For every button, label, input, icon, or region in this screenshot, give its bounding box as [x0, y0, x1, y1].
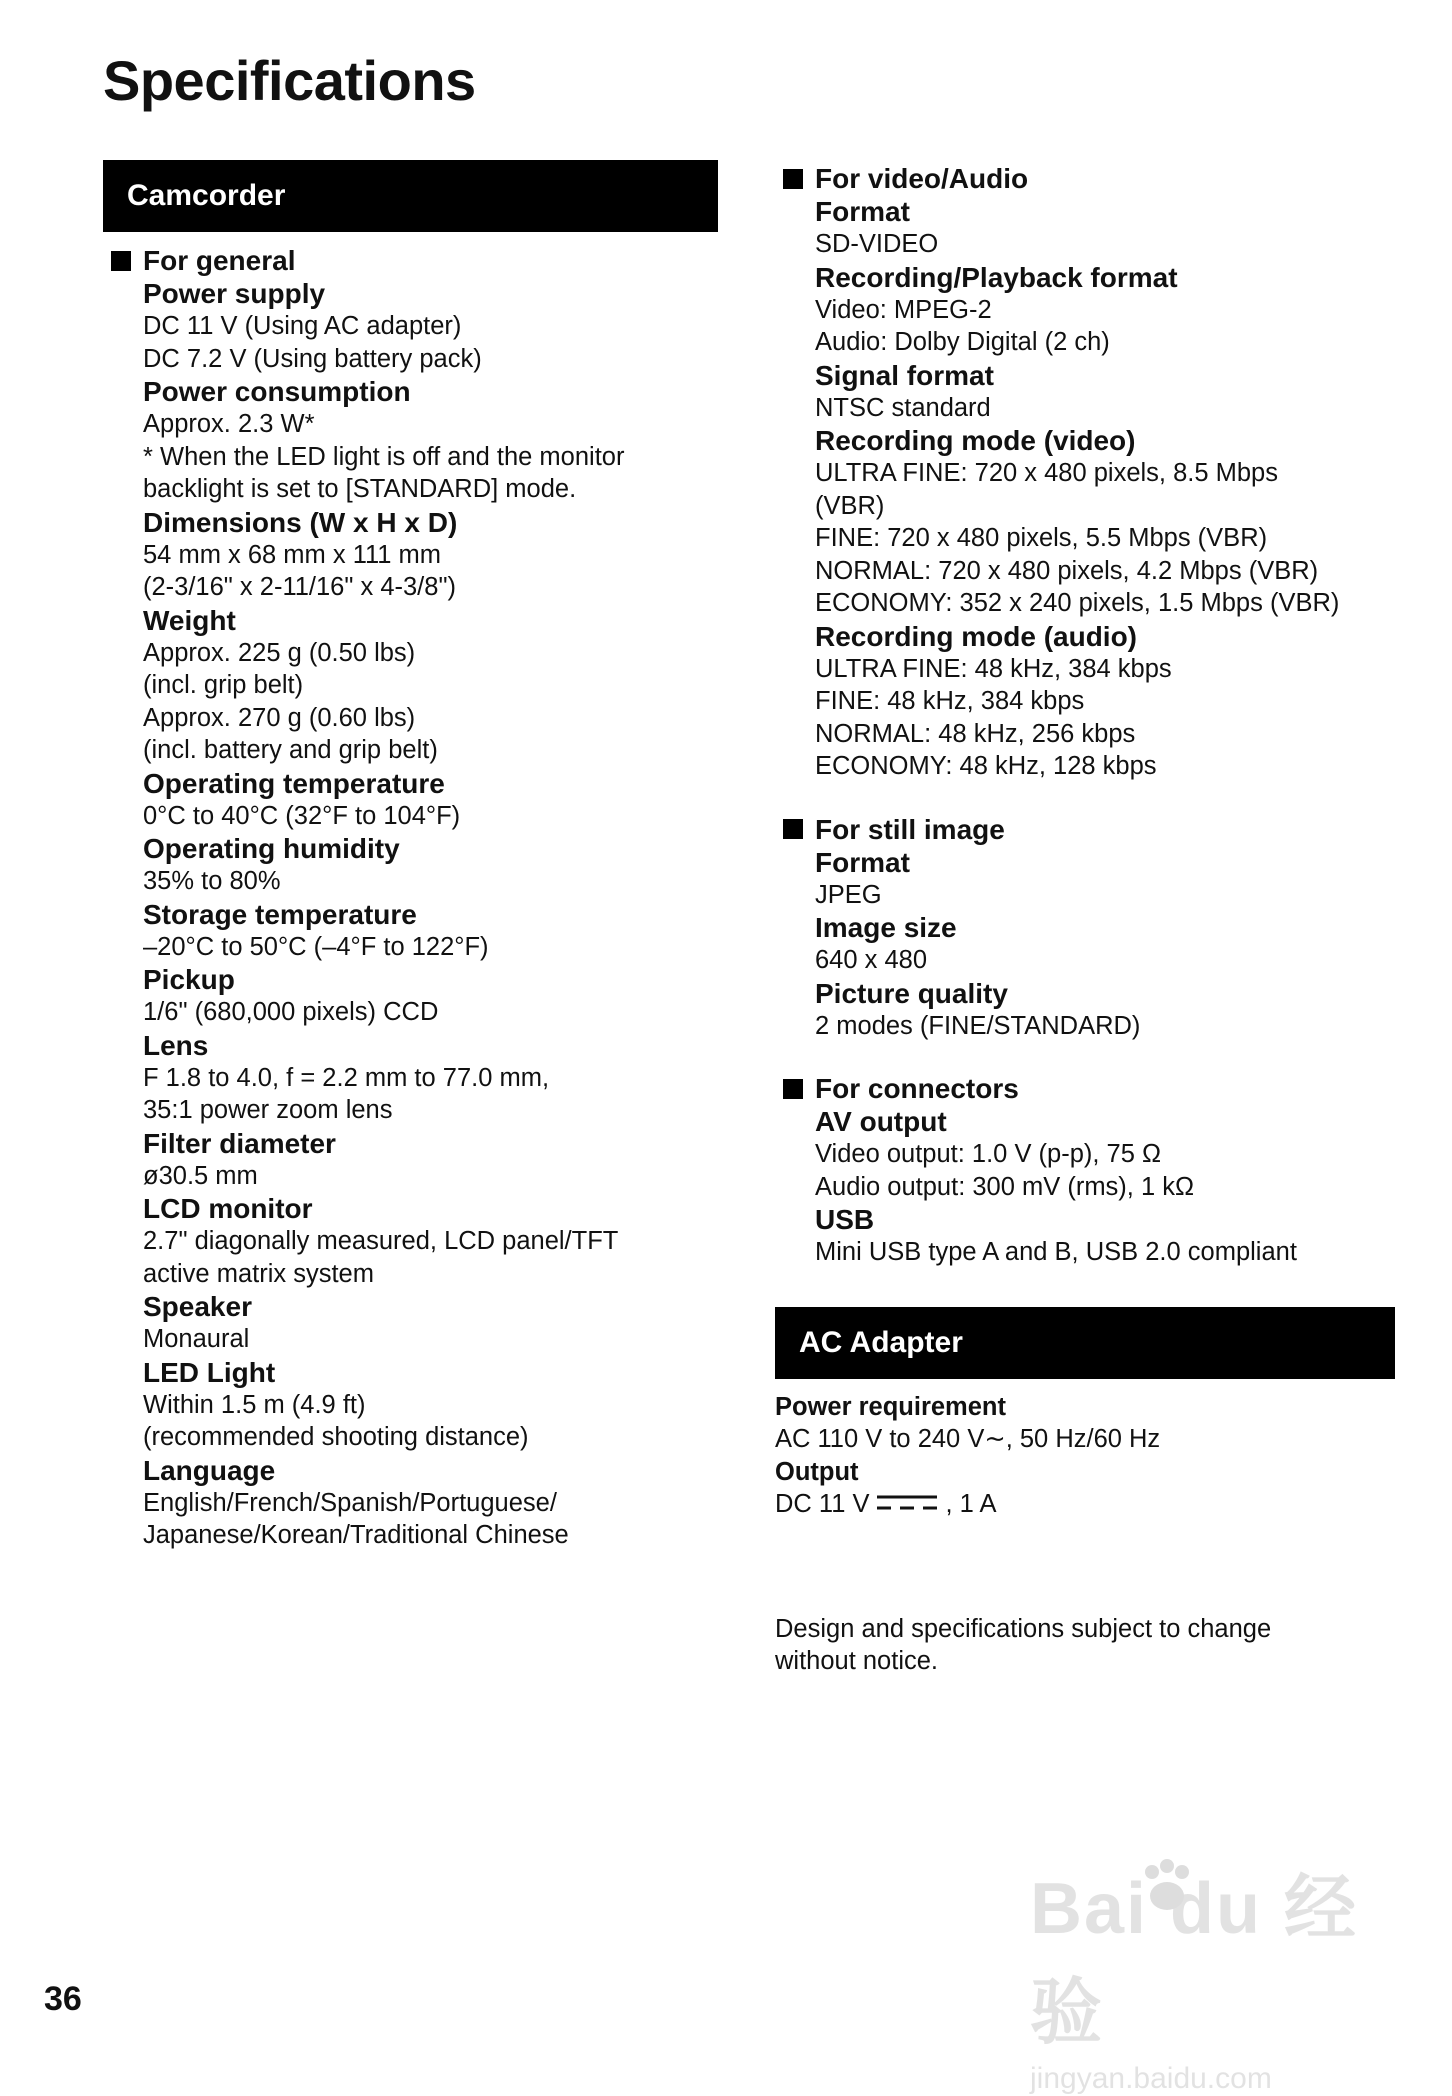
spec-label: Recording mode (audio) [815, 620, 1137, 652]
group-heading [775, 1072, 1395, 1105]
spec-value: 35:1 power zoom lens [143, 1096, 393, 1124]
square-bullet-icon [111, 251, 131, 271]
spec-label: Dimensions (W x H x D) [143, 506, 458, 538]
spec-value: SD-VIDEO [815, 230, 939, 258]
group-heading-text: For video/Audio [815, 163, 1029, 194]
spec-value: Mini USB type A and B, USB 2.0 compliant [815, 1238, 1297, 1266]
spec-value: JPEG [815, 880, 882, 909]
spec-value: Video output: 1.0 V (p-p), 75 Ω [815, 1140, 1162, 1168]
spec-value: –20°C to 50°C (–4°F to 122°F) [143, 932, 489, 961]
spec-value: * When the LED light is off and the monitor [143, 442, 625, 471]
spec-label: Format [815, 846, 910, 878]
spec-label: Operating humidity [143, 833, 400, 864]
notice-line: Design and specifications subject to change [775, 1614, 1272, 1643]
group-connectors [775, 1072, 1395, 1269]
output-label: Output [775, 1457, 859, 1486]
spec-value: F 1.8 to 4.0, f = 2.2 mm to 77.0 mm, [143, 1063, 550, 1092]
spec-label: USB [815, 1204, 875, 1235]
spec-value: 2.7" diagonally measured, LCD panel/TFT [143, 1227, 619, 1255]
spec-value: 54 mm x 68 mm x 111 mm [143, 540, 442, 569]
spec-value: 0°C to 40°C (32°F to 104°F) [143, 801, 461, 830]
group-still-image [775, 813, 1395, 1043]
square-bullet-icon [783, 169, 803, 189]
group-heading-text: For general [143, 245, 296, 276]
spec-label: Operating temperature [143, 767, 445, 799]
spec-label: Language [143, 1454, 276, 1486]
page-number: 36 [44, 1980, 82, 2018]
spec-label: Pickup [143, 964, 235, 995]
square-bullet-icon [783, 819, 803, 839]
spec-label: Power consumption [143, 376, 411, 407]
spec-label: Signal format [815, 359, 994, 391]
output-prefix: DC 11 V [775, 1490, 870, 1518]
spec-value: 640 x 480 [815, 946, 928, 974]
spec-value: Japanese/Korean/Traditional Chinese [143, 1521, 569, 1549]
spec-label: Weight [143, 604, 236, 636]
camcorder-header: Camcorder [103, 160, 718, 232]
spec-value: FINE: 48 kHz, 384 kbps [815, 687, 1085, 715]
spec-value: 35% to 80% [143, 867, 281, 895]
ac-adapter-header: AC Adapter [775, 1307, 1395, 1379]
right-column [775, 162, 1395, 1678]
spec-list [775, 195, 1395, 783]
spec-label: Recording/Playback format [815, 261, 1178, 293]
baidu-watermark [1030, 1850, 1390, 2095]
dc-current-icon [875, 1492, 939, 1514]
spec-list [775, 1105, 1395, 1269]
spec-label: LED Light [143, 1356, 276, 1388]
group-video-audio [775, 162, 1395, 783]
spec-value: English/French/Spanish/Portuguese/ [143, 1488, 557, 1517]
output-suffix: , 1 A [945, 1490, 997, 1518]
spec-list [103, 277, 718, 1552]
spec-value: ECONOMY: 352 x 240 pixels, 1.5 Mbps (VBR) [815, 589, 1340, 617]
spec-value: (VBR) [815, 491, 885, 520]
ac-adapter-section [775, 1307, 1395, 1521]
spec-value: ø30.5 mm [143, 1161, 258, 1190]
output-value [775, 1488, 1395, 1521]
group-heading-text: For still image [815, 813, 1005, 845]
spec-label: Picture quality [815, 977, 1008, 1009]
spec-value: ULTRA FINE: 720 x 480 pixels, 8.5 Mbps [815, 459, 1278, 487]
paw-icon [1138, 1858, 1196, 1916]
notice-line: without notice. [775, 1647, 939, 1675]
group-general [103, 244, 718, 1552]
spec-value: 2 modes (FINE/STANDARD) [815, 1011, 1141, 1040]
spec-label: Image size [815, 912, 957, 943]
spec-value: NORMAL: 720 x 480 pixels, 4.2 Mbps (VBR) [815, 556, 1319, 585]
watermark-logo: Bai du 经验 [1030, 1869, 1359, 2053]
group-heading [775, 162, 1395, 195]
spec-value: (incl. grip belt) [143, 671, 304, 699]
spec-value: Within 1.5 m (4.9 ft) [143, 1390, 366, 1419]
left-column [103, 160, 718, 1552]
group-heading [775, 813, 1395, 846]
spec-label: Lens [143, 1029, 209, 1061]
spec-value: 1/6" (680,000 pixels) CCD [143, 998, 439, 1026]
spec-value: backlight is set to [STANDARD] mode. [143, 475, 577, 503]
spec-value: Monaural [143, 1325, 250, 1353]
spec-value: Video: MPEG-2 [815, 295, 992, 324]
spec-label: AV output [815, 1106, 947, 1137]
spec-value: (incl. battery and grip belt) [143, 736, 438, 764]
group-heading [103, 244, 718, 277]
spec-label: Recording mode (video) [815, 425, 1136, 456]
group-heading-text: For connectors [815, 1073, 1019, 1104]
spec-label: Storage temperature [143, 898, 417, 930]
spec-value: (2-3/16" x 2-11/16" x 4-3/8") [143, 573, 456, 601]
power-requirement-label: Power requirement [775, 1392, 1006, 1421]
spec-value: DC 11 V (Using AC adapter) [143, 312, 462, 340]
square-bullet-icon [783, 1079, 803, 1099]
spec-label: Speaker [143, 1291, 252, 1322]
spec-value: (recommended shooting distance) [143, 1423, 529, 1451]
notice-text [775, 1613, 1395, 1678]
watermark-url: jingyan.baidu.com [1030, 2062, 1272, 2095]
spec-label: Power supply [143, 278, 326, 309]
spec-value: Approx. 2.3 W* [143, 410, 315, 438]
power-requirement-value: AC 110 V to 240 V∼, 50 Hz/60 Hz [775, 1425, 1161, 1453]
spec-value: active matrix system [143, 1259, 374, 1288]
spec-label: LCD monitor [143, 1193, 313, 1224]
spec-value: Audio: Dolby Digital (2 ch) [815, 328, 1110, 356]
spec-value: DC 7.2 V (Using battery pack) [143, 344, 482, 373]
spec-value: Audio output: 300 mV (rms), 1 kΩ [815, 1172, 1195, 1201]
spec-label: Format [815, 196, 910, 227]
spec-value: Approx. 270 g (0.60 lbs) [143, 703, 416, 732]
page-title: Specifications [103, 49, 476, 112]
spec-value: ECONOMY: 48 kHz, 128 kbps [815, 752, 1157, 780]
spec-label: Filter diameter [143, 1127, 336, 1159]
spec-value: Approx. 225 g (0.50 lbs) [143, 638, 416, 667]
spec-value: NTSC standard [815, 393, 991, 422]
spec-list [775, 846, 1395, 1043]
spec-value: ULTRA FINE: 48 kHz, 384 kbps [815, 654, 1172, 683]
spec-value: NORMAL: 48 kHz, 256 kbps [815, 719, 1136, 748]
spec-value: FINE: 720 x 480 pixels, 5.5 Mbps (VBR) [815, 524, 1268, 552]
